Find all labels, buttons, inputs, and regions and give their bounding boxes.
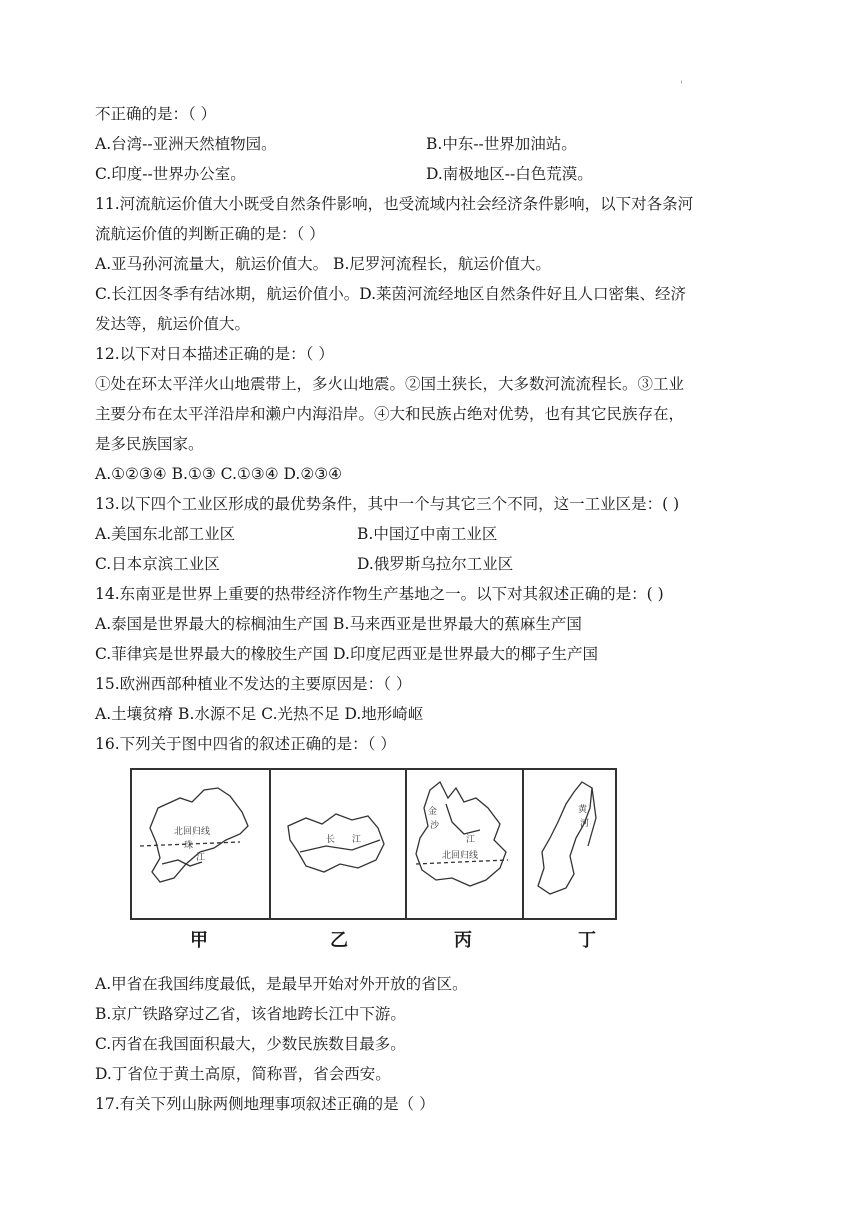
q13-option-c: C.日本京滨工业区 <box>95 555 220 573</box>
q14-options-cd: C.菲律宾是世界最大的橡胶生产国 D.印度尼西亚是世界最大的椰子生产国 <box>95 645 598 663</box>
caption-jia: 甲 <box>190 930 208 951</box>
q13-option-b: B.中国辽中南工业区 <box>357 525 498 543</box>
yi-label-chang: 长 <box>326 835 336 845</box>
yi-label-jiang: 江 <box>352 835 362 845</box>
q12-statements-1: ①处在环太平洋火山地震带上，多火山地震。②国土狭长，大多数河流流程长。③工业 <box>95 375 685 393</box>
bing-label-sha: 沙 <box>430 821 440 831</box>
q14-options-ab: A.泰国是世界最大的棕榈油生产国 B.马来西亚是世界最大的蕉麻生产国 <box>95 615 582 633</box>
document-page: ' 不正确的是：（ ） A.台湾--亚洲天然植物园。 B.中东--世界加油站。 C.印度--世界办公室。 D.南极地区--白色荒漠。 11.河流航运价值大小既受自然条件影响，也受流域内社会经济条件影响，以下对各条河 流航运价值的判断正确的是：（ ） A.亚马孙河流量大，航运价值大。 B.尼罗河流程长，航运价值大。 C.长江因冬季有结冰期，航运价值小。D.莱茵河流经地区自然条件好且人口密集、经济 发达等，航运价值大。 12.以下对日本描述正确的是：（ ） ①处在环太平洋火山地震带上，多火山地震。②国土狭长，大多数河流流程长。③工业 主要分布在太平洋沿岸和濑户内海沿岸。④大和民族占绝对优势，也有其它民族存在， 是多民族国家。 A.①②③④ B.①③ C.①③④ D.②③④ 13.以下四个工业区形成的最优势条件，其中一个与其它三个不同，这一工业区是：( ) A.美国东北部工业区 B.中国辽中南工业区 C.日本京滨工业区 D.俄罗斯乌拉尔工业区 14.东南亚是世界上重要的热带经济作物生产基地之一。以下对其叙述正确的是：( ) A.泰国是世界最大的棕榈油生产国 B.马来西亚是世界最大的蕉麻生产国 C.菲律宾是世界最大的橡胶生产国 D.印度尼西亚是世界最大的椰子生产国 15.欧洲西部种植业不发达的主要原因是：（ ） A.土壤贫瘠 B.水源不足 C.光热不足 D.地形崎岖 16.下列关于图中四省的叙述正确的是：（ ） 北回归线 珠 江 长 江 金 沙 江 北回归线 黄 河 甲 乙 丙 丁 A.甲省在我国纬度最低，是最早开始对外开放的省区。 B.京广铁路穿过乙省，该省地跨长江中下游。 C.丙省在我国面积最大，少数民族数目最多。 D.丁省位于黄土高原，简称晋，省会西安。 17.有关下列山脉两侧地理事项叙述正确的是（ ） <box>95 80 694 1113</box>
province-ding-map <box>538 782 596 894</box>
q13-option-a: A.美国东北部工业区 <box>95 525 236 543</box>
q16-stem: 16.下列关于图中四省的叙述正确的是：（ ） <box>95 735 396 753</box>
jia-label-tropic: 北回归线 <box>174 827 211 837</box>
caption-yi: 乙 <box>330 930 348 951</box>
q12-statements-3: 是多民族国家。 <box>95 435 204 453</box>
q11-option-d-cont: 发达等，航运价值大。 <box>95 315 251 333</box>
q11-stem: 11.河流航运价值大小既受自然条件影响，也受流域内社会经济条件影响，以下对各条河 <box>95 195 694 213</box>
q10-option-d: D.南极地区--白色荒漠。 <box>426 165 593 183</box>
q16-option-d: D.丁省位于黄土高原，简称晋，省会西安。 <box>95 1065 391 1083</box>
province-bing-map <box>416 782 508 886</box>
q13-option-d: D.俄罗斯乌拉尔工业区 <box>357 555 514 573</box>
q16-option-c: C.丙省在我国面积最大，少数民族数目最多。 <box>95 1035 406 1053</box>
q11-stem-cont: 流航运价值的判断正确的是：（ ） <box>95 225 325 243</box>
ding-label-huang: 黄 <box>578 805 588 815</box>
q15-stem: 15.欧洲西部种植业不发达的主要原因是：（ ） <box>95 675 412 693</box>
q10-stem-tail: 不正确的是：（ ） <box>95 105 217 123</box>
caption-bing: 丙 <box>454 930 472 951</box>
q10-option-c: C.印度--世界办公室。 <box>95 165 246 183</box>
q12-statements-2: 主要分布在太平洋沿岸和濑户内海沿岸。④大和民族占绝对优势，也有其它民族存在， <box>95 405 685 423</box>
province-map-figure <box>130 768 617 951</box>
q15-options: A.土壤贫瘠 B.水源不足 C.光热不足 D.地形崎岖 <box>95 705 424 723</box>
province-map-panels <box>130 768 617 923</box>
caption-ding: 丁 <box>578 930 596 951</box>
bing-label-tropic: 北回归线 <box>442 851 479 861</box>
jia-label-jiang: 江 <box>196 853 206 863</box>
bing-label-jin: 金 <box>428 807 438 817</box>
province-yi-map <box>288 814 384 872</box>
q10-option-b: B.中东--世界加油站。 <box>426 135 577 153</box>
q17-stem: 17.有关下列山脉两侧地理事项叙述正确的是（ ） <box>95 1095 435 1113</box>
ding-label-he: 河 <box>580 819 590 829</box>
q16-option-a: A.甲省在我国纬度最低，是最早开始对外开放的省区。 <box>95 975 468 993</box>
q11-options-ab: A.亚马孙河流量大，航运价值大。 B.尼罗河流程长，航运价值大。 <box>95 255 551 273</box>
q11-options-cd: C.长江因冬季有结冰期，航运价值小。D.莱茵河流经地区自然条件好且人口密集、经济 <box>95 285 687 303</box>
q13-stem: 13.以下四个工业区形成的最优势条件，其中一个与其它三个不同，这一工业区是：( ) <box>95 495 680 513</box>
q12-options: A.①②③④ B.①③ C.①③④ D.②③④ <box>95 465 343 483</box>
bing-label-jiang: 江 <box>466 835 476 845</box>
q16-option-b: B.京广铁路穿过乙省，该省地跨长江中下游。 <box>95 1005 406 1023</box>
q10-option-a: A.台湾--亚洲天然植物园。 <box>95 135 277 153</box>
q14-stem: 14.东南亚是世界上重要的热带经济作物生产基地之一。以下对其叙述正确的是：( ) <box>95 585 664 603</box>
q12-stem: 12.以下对日本描述正确的是：（ ） <box>95 345 334 363</box>
jia-label-zhu: 珠 <box>184 841 194 851</box>
